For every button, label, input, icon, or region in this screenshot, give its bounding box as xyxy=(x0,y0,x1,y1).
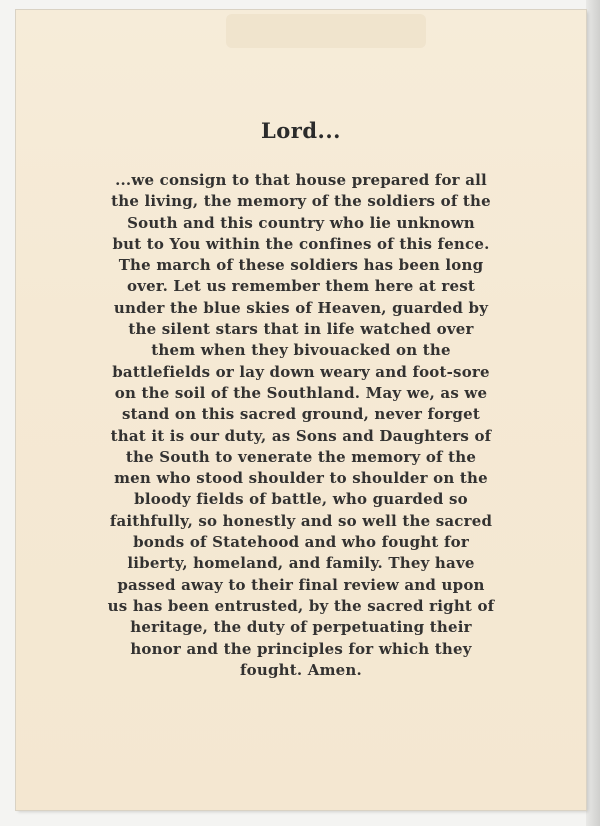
page-title: Lord... xyxy=(261,118,341,143)
prayer-line: us has been entrusted, by the sacred right of xyxy=(107,596,495,615)
prayer-line: The march of these soldiers has been long xyxy=(118,256,484,275)
prayer-line: stand on this sacred ground, never forget xyxy=(122,405,480,424)
prayer-line: South and this country who lie unknown xyxy=(127,213,475,232)
scanner-edge-shadow xyxy=(586,0,600,826)
prayer-line: the South to venerate the memory of the xyxy=(125,447,477,466)
prayer-line: men who stood shoulder to shoulder on the xyxy=(114,469,488,488)
prayer-text xyxy=(68,170,534,681)
prayer-line: heritage, the duty of perpetuating their xyxy=(130,618,472,637)
prayer-line: over. Let us remember them here at rest xyxy=(126,277,476,296)
prayer-line: faithfully, so honestly and so well the sacred xyxy=(109,511,493,530)
prayer-line: bloody fields of battle, who guarded so xyxy=(134,490,468,509)
prayer-line: fought. Amen. xyxy=(240,660,362,679)
prayer-line: honor and the principles for which they xyxy=(130,639,472,658)
prayer-line: the silent stars that in life watched over xyxy=(128,320,474,339)
prayer-card xyxy=(16,10,586,810)
prayer-line: passed away to their final review and upon xyxy=(117,575,485,594)
prayer-line: on the soil of the Southland. May we, as we xyxy=(114,383,488,402)
prayer-line: them when they bivouacked on the xyxy=(151,341,451,360)
prayer-line: liberty, homeland, and family. They have xyxy=(127,554,475,573)
prayer-line: ...we consign to that house prepared for all xyxy=(115,171,487,189)
prayer-line: the living, the memory of the soldiers of the xyxy=(111,192,491,211)
prayer-line: that it is our duty, as Sons and Daughters of xyxy=(110,426,492,445)
prayer-line: under the blue skies of Heaven, guarded by xyxy=(113,298,489,317)
prayer-line: but to You within the confines of this fence. xyxy=(112,234,490,253)
prayer-line: bonds of Statehood and who fought for xyxy=(133,533,469,552)
paper-bleed-through xyxy=(226,14,426,48)
prayer-line: battlefields or lay down weary and foot-sore xyxy=(112,362,490,381)
